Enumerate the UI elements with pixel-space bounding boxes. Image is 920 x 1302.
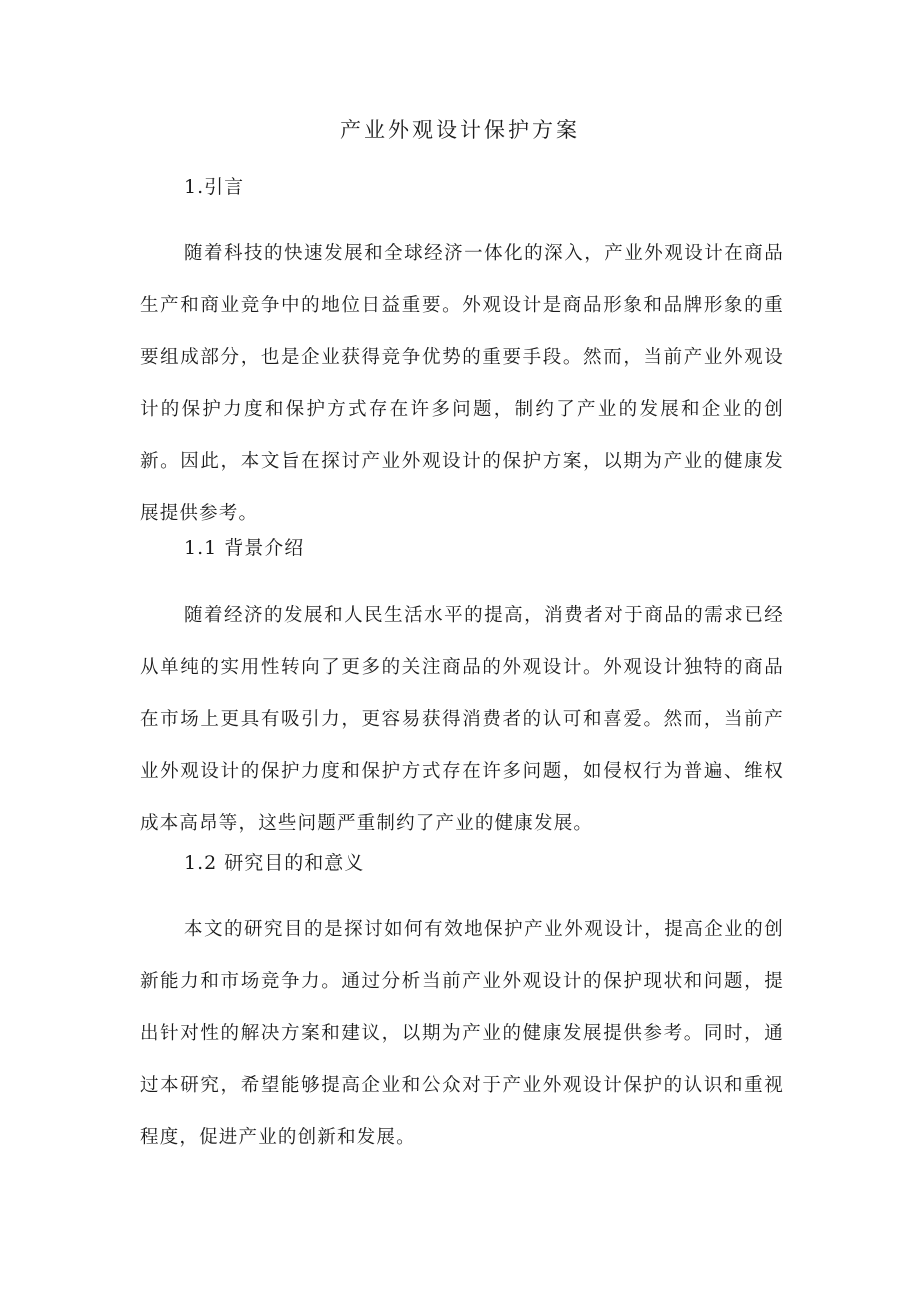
paragraph-purpose: 本文的研究目的是探讨如何有效地保护产业外观设计，提高企业的创新能力和市场竞争力。通过分析当前产业外观设计的保护现状和问题，提出针对性的解决方案和建议，以期为产业的健康发展提供参考。同时，通过本研究，希望能够提高企业和公众对于产业外观设计保护的认识和重视程度，促进产业的创新和发展。	[140, 919, 784, 1148]
section-heading-introduction: 1.引言	[184, 176, 245, 198]
paragraph-background: 随着经济的发展和人民生活水平的提高，消费者对于商品的需求已经从单纯的实用性转向了更多的关注商品的外观设计。外观设计独特的商品在市场上更具有吸引力，更容易获得消费者的认可和喜爱。然而，当前产业外观设计的保护力度和保护方式存在许多问题，如侵权行为普遍、维权成本高昂等，这些问题严重制约了产业的健康发展。	[140, 605, 784, 834]
document-title: 产业外观设计保护方案	[340, 118, 580, 142]
paragraph-introduction: 随着科技的快速发展和全球经济一体化的深入，产业外观设计在商品生产和商业竞争中的地位日益重要。外观设计是商品形象和品牌形象的重要组成部分，也是企业获得竞争优势的重要手段。然而，当前产业外观设计的保护力度和保护方式存在许多问题，制约了产业的发展和企业的创新。因此，本文旨在探讨产业外观设计的保护方案，以期为产业的健康发展提供参考。	[140, 243, 784, 524]
section-heading-purpose: 1.2 研究目的和意义	[184, 852, 365, 874]
section-heading-background: 1.1 背景介绍	[184, 537, 305, 559]
